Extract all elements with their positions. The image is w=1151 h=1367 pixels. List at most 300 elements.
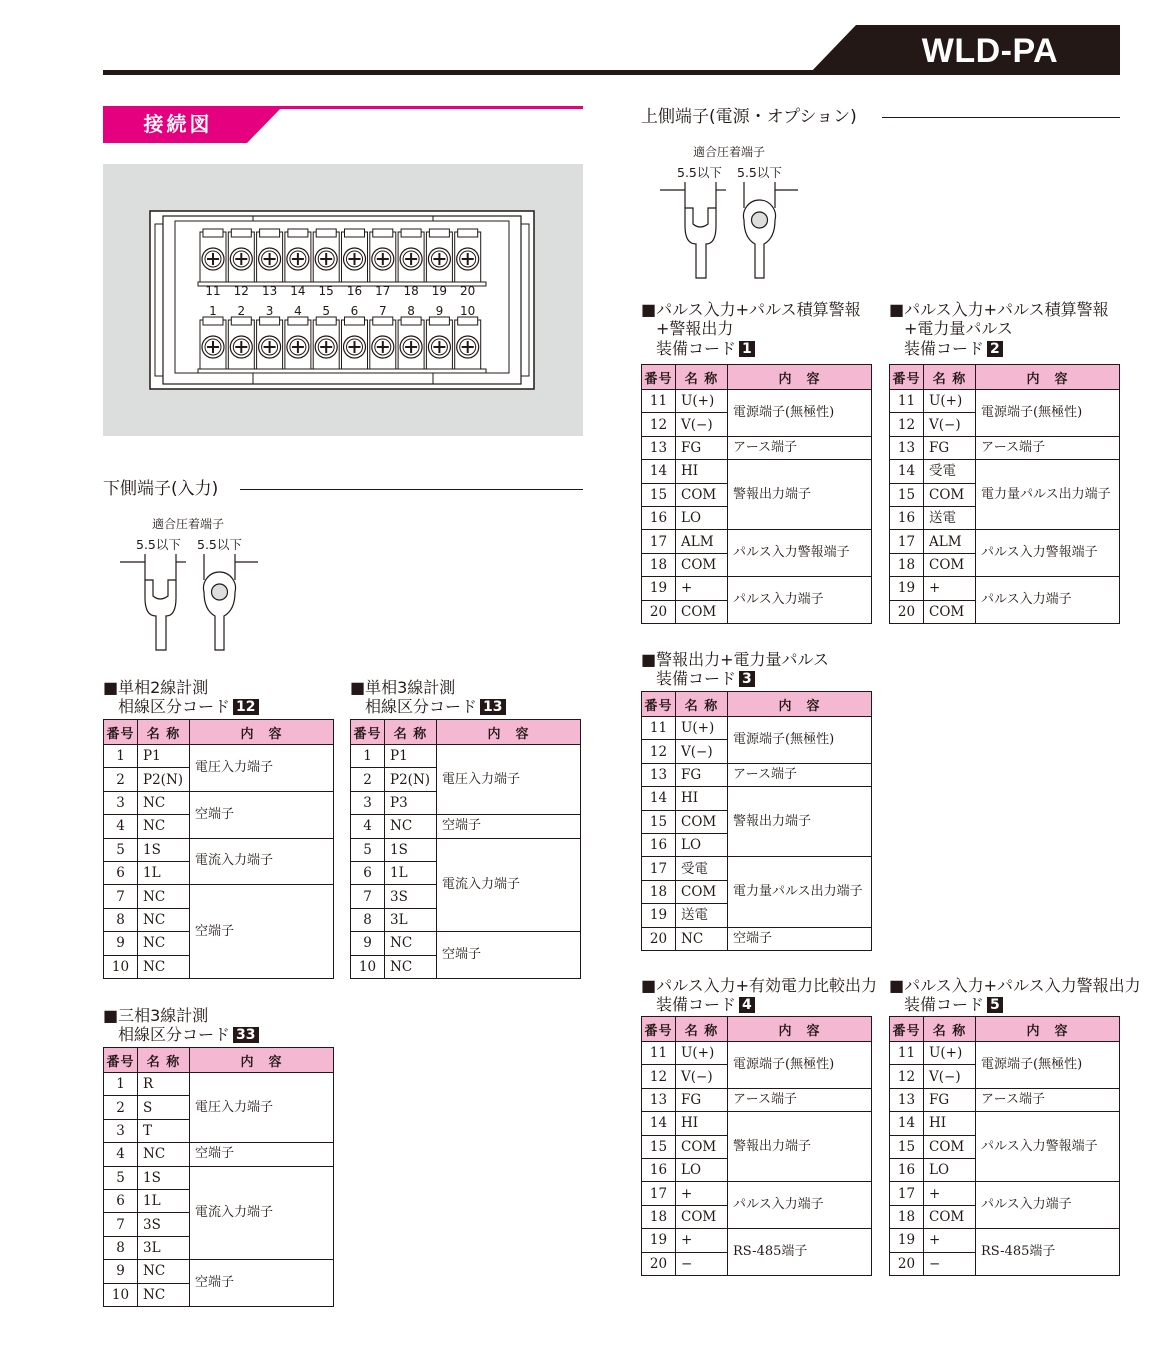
table-13-code-label: 相線区分コード [365, 697, 478, 716]
terminal-name: 3S [138, 1213, 190, 1236]
lower-dim-right: 5.5以下 [197, 537, 242, 552]
terminal-name: V(−) [676, 413, 728, 436]
option-2-title-line1: ■パルス入力+パルス積算警報 [889, 300, 1109, 319]
col-header-content: 内 容 [437, 720, 581, 745]
terminal-name: COM [924, 483, 976, 506]
option-5-title-line2 [904, 995, 1003, 1015]
terminal-number: 6 [104, 1189, 138, 1212]
col-header-number: 番号 [890, 1017, 924, 1042]
option-code-1-table [641, 364, 872, 624]
terminal-number: 17 [642, 1182, 676, 1205]
terminal-number: 9 [104, 932, 138, 955]
terminal-description: 警報出力端子 [728, 787, 872, 857]
table-33-code-label: 相線区分コード [118, 1025, 231, 1044]
terminal-name: V(−) [676, 740, 728, 763]
table-header-row [642, 1017, 872, 1042]
table-row [890, 390, 1120, 413]
terminal-number: 3 [104, 791, 138, 814]
terminal-number-label: 1 [209, 304, 217, 318]
terminal-name: COM [676, 1205, 728, 1228]
col-header-content: 内 容 [976, 365, 1120, 390]
option-4-code-label: 装備コード [656, 995, 737, 1014]
terminal-name: NC [138, 932, 190, 955]
terminal-number: 17 [642, 857, 676, 880]
terminal-screw [285, 229, 311, 282]
terminal-name: COM [676, 553, 728, 576]
terminal-number-label: 20 [460, 284, 476, 298]
terminal-name: HI [676, 787, 728, 810]
terminal-number: 14 [890, 460, 924, 483]
terminal-number: 3 [351, 791, 385, 814]
terminal-name: + [924, 577, 976, 600]
table-row [104, 1073, 334, 1096]
option-4-code-badge: 4 [739, 997, 755, 1013]
table-header-row [890, 365, 1120, 390]
terminal-description: 電流入力端子 [437, 838, 581, 932]
terminal-name: + [924, 1229, 976, 1252]
col-header-number: 番号 [351, 720, 385, 745]
terminal-description: アース端子 [728, 1088, 872, 1111]
upper-crimp-terminals-drawing [658, 178, 808, 288]
table-12-code-badge: 12 [233, 699, 258, 715]
terminal-description: アース端子 [728, 436, 872, 459]
table-header-row [642, 692, 872, 717]
table-header-row [104, 1048, 334, 1073]
terminal-name: COM [924, 600, 976, 623]
terminal-number-label: 10 [460, 304, 476, 318]
table-row [642, 436, 872, 459]
terminal-description: パルス入力端子 [976, 1182, 1120, 1229]
table-header-row [890, 1017, 1120, 1042]
model-title: WLD-PA [921, 32, 1059, 70]
table-row [642, 460, 872, 483]
col-header-content: 内 容 [190, 720, 334, 745]
table-row [890, 530, 1120, 553]
terminal-name: 受電 [924, 460, 976, 483]
terminal-number: 15 [890, 483, 924, 506]
terminal-name: NC [138, 791, 190, 814]
col-header-name: 名 称 [676, 365, 728, 390]
option-5-title-line1: ■パルス入力+パルス入力警報出力 [889, 976, 1141, 995]
terminal-name: U(+) [676, 1042, 728, 1065]
terminal-name: P2(N) [385, 768, 437, 791]
lower-heading-rule [240, 489, 583, 490]
terminal-number: 5 [104, 838, 138, 861]
terminal-description: パルス入力警報端子 [976, 1112, 1120, 1182]
terminal-number: 16 [642, 833, 676, 856]
phase-code-13-table [350, 719, 581, 979]
terminal-number-label: 19 [431, 284, 448, 298]
terminal-screw [342, 229, 368, 282]
terminal-description: 空端子 [190, 1260, 334, 1307]
table-row [642, 717, 872, 740]
option-2-title-line2: +電力量パルス [904, 319, 1013, 338]
col-header-name: 名 称 [924, 365, 976, 390]
terminal-name: P2(N) [138, 768, 190, 791]
col-header-name: 名 称 [385, 720, 437, 745]
col-header-name: 名 称 [676, 692, 728, 717]
table-row [890, 1088, 1120, 1111]
terminal-description: アース端子 [976, 1088, 1120, 1111]
terminal-name: 1L [385, 861, 437, 884]
terminal-number: 1 [104, 745, 138, 768]
terminal-number: 11 [642, 390, 676, 413]
terminal-name: P3 [385, 791, 437, 814]
terminal-number: 1 [104, 1073, 138, 1096]
table-row [890, 1229, 1120, 1252]
terminal-description: パルス入力端子 [976, 577, 1120, 624]
terminal-number: 10 [104, 955, 138, 978]
col-header-name: 名 称 [676, 1017, 728, 1042]
terminal-number: 10 [351, 955, 385, 978]
terminal-number-label: 18 [403, 284, 419, 298]
terminal-number-label: 17 [375, 284, 391, 298]
table-row [104, 1143, 334, 1166]
col-header-content: 内 容 [728, 1017, 872, 1042]
terminal-number-label: 3 [265, 304, 274, 318]
terminal-number: 9 [104, 1260, 138, 1283]
terminal-screw [257, 317, 283, 370]
table-row [351, 745, 581, 768]
terminal-number: 14 [642, 787, 676, 810]
terminal-name: COM [676, 810, 728, 833]
terminal-name: NC [138, 908, 190, 931]
table-12-title-line1: ■単相2線計測 [103, 678, 209, 697]
terminal-name: − [676, 1252, 728, 1275]
option-2-title-line3 [904, 339, 1003, 359]
col-header-name: 名 称 [924, 1017, 976, 1042]
terminal-number-label: 2 [237, 304, 246, 318]
terminal-screw [228, 317, 254, 370]
table-row [890, 436, 1120, 459]
terminal-number-label: 5 [322, 304, 331, 318]
terminal-number: 19 [890, 577, 924, 600]
lower-dim-left: 5.5以下 [136, 537, 181, 552]
terminal-description: 空端子 [190, 1143, 334, 1166]
terminal-number: 9 [351, 932, 385, 955]
col-header-number: 番号 [642, 1017, 676, 1042]
terminal-description: アース端子 [728, 763, 872, 786]
terminal-number: 12 [642, 413, 676, 436]
terminal-number: 13 [890, 436, 924, 459]
terminal-name: 3L [138, 1236, 190, 1259]
table-row [642, 530, 872, 553]
option-3-title-line1: ■警報出力+電力量パルス [641, 650, 830, 669]
terminal-number: 16 [642, 1158, 676, 1181]
terminal-name: 1S [138, 1166, 190, 1189]
terminal-name: + [924, 1182, 976, 1205]
terminal-description: 電源端子(無極性) [728, 390, 872, 437]
lower-crimp-caption: 適合圧着端子 [152, 517, 225, 531]
terminal-number: 7 [351, 885, 385, 908]
terminal-screw [285, 317, 311, 370]
terminal-number: 8 [104, 1236, 138, 1259]
terminal-number: 10 [104, 1283, 138, 1306]
col-header-content: 内 容 [190, 1048, 334, 1073]
table-row [104, 791, 334, 814]
terminal-name: COM [676, 1135, 728, 1158]
terminal-description: 電圧入力端子 [437, 745, 581, 815]
terminal-name: FG [676, 1088, 728, 1111]
terminal-number: 12 [642, 740, 676, 763]
terminal-name: COM [676, 483, 728, 506]
terminal-name: U(+) [924, 390, 976, 413]
col-header-number: 番号 [642, 365, 676, 390]
terminal-name: NC [138, 955, 190, 978]
terminal-screw [200, 317, 226, 370]
table-33-title-line2 [118, 1025, 259, 1045]
terminal-number: 20 [642, 600, 676, 623]
terminal-description: 空端子 [437, 932, 581, 979]
terminal-name: − [924, 1252, 976, 1275]
option-3-code-label: 装備コード [656, 669, 737, 688]
terminal-number-label: 14 [290, 284, 306, 298]
terminal-name: V(−) [924, 413, 976, 436]
option-1-code-label: 装備コード [656, 339, 737, 358]
terminal-number: 15 [642, 483, 676, 506]
terminal-screw [228, 229, 254, 282]
table-row [104, 1166, 334, 1189]
terminal-number-label: 4 [294, 304, 302, 318]
upper-dim-left: 5.5以下 [677, 165, 722, 180]
table-33-title-line1: ■三相3線計測 [103, 1006, 209, 1025]
terminal-name: 受電 [676, 857, 728, 880]
col-header-content: 内 容 [728, 365, 872, 390]
terminal-name: NC [138, 815, 190, 838]
terminal-number: 15 [642, 810, 676, 833]
table-row [351, 838, 581, 861]
terminal-number: 8 [104, 908, 138, 931]
col-header-number: 番号 [642, 692, 676, 717]
terminal-number: 12 [890, 413, 924, 436]
terminal-screw [313, 317, 339, 370]
terminal-number: 7 [104, 1213, 138, 1236]
terminal-number-label: 8 [407, 304, 415, 318]
table-row [642, 577, 872, 600]
terminal-number: 14 [642, 460, 676, 483]
option-1-title-line3 [656, 339, 755, 359]
terminal-number: 17 [890, 530, 924, 553]
table-row [890, 577, 1120, 600]
terminal-name: R [138, 1073, 190, 1096]
terminal-number-label: 7 [378, 304, 387, 318]
terminal-name: FG [924, 436, 976, 459]
table-row [642, 857, 872, 880]
terminal-name: U(+) [924, 1042, 976, 1065]
terminal-number: 2 [104, 1096, 138, 1119]
table-row [104, 838, 334, 861]
terminal-number-label: 6 [350, 304, 359, 318]
terminal-number: 6 [104, 861, 138, 884]
terminal-name: + [676, 1182, 728, 1205]
option-2-code-badge: 2 [987, 341, 1003, 357]
terminal-number-label: 13 [261, 284, 278, 298]
terminal-description: 電源端子(無極性) [976, 1042, 1120, 1089]
table-row [890, 1182, 1120, 1205]
terminal-number: 13 [642, 763, 676, 786]
table-row [642, 1042, 872, 1065]
terminal-name: NC [138, 1260, 190, 1283]
terminal-name: NC [138, 1283, 190, 1306]
terminal-number: 4 [104, 815, 138, 838]
table-row [642, 390, 872, 413]
terminal-name: LO [676, 833, 728, 856]
option-code-5-table [889, 1016, 1120, 1276]
terminal-description: 電流入力端子 [190, 838, 334, 885]
table-33-code-badge: 33 [233, 1027, 258, 1043]
terminal-name: NC [385, 815, 437, 838]
table-row [642, 1112, 872, 1135]
terminal-name: HI [676, 1112, 728, 1135]
table-row [642, 1088, 872, 1111]
terminal-description: パルス入力警報端子 [976, 530, 1120, 577]
terminal-name: HI [924, 1112, 976, 1135]
terminal-name: LO [676, 1158, 728, 1181]
terminal-name: U(+) [676, 390, 728, 413]
option-4-title-line2 [656, 995, 755, 1015]
terminal-name: T [138, 1119, 190, 1142]
terminal-name: 1L [138, 861, 190, 884]
terminal-name: V(−) [924, 1065, 976, 1088]
terminal-screw [257, 229, 283, 282]
terminal-name: ALM [924, 530, 976, 553]
terminal-diagram [103, 164, 583, 436]
table-header-row [642, 365, 872, 390]
terminal-number: 19 [890, 1229, 924, 1252]
terminal-name: COM [924, 1135, 976, 1158]
option-3-title-line2 [656, 669, 755, 689]
terminal-number: 15 [890, 1135, 924, 1158]
option-3-code-badge: 3 [739, 671, 755, 687]
terminal-number: 19 [642, 904, 676, 927]
option-5-code-badge: 5 [987, 997, 1003, 1013]
terminal-name: COM [924, 1205, 976, 1228]
terminal-name: HI [676, 460, 728, 483]
terminal-screw [455, 317, 481, 370]
terminal-screw [200, 229, 226, 282]
terminal-number: 20 [890, 1252, 924, 1275]
terminal-description: アース端子 [976, 436, 1120, 459]
terminal-name: 送電 [924, 506, 976, 529]
terminal-number: 18 [890, 553, 924, 576]
terminal-name: + [676, 1229, 728, 1252]
table-13-code-badge: 13 [480, 699, 505, 715]
terminal-name: 1L [138, 1189, 190, 1212]
col-header-number: 番号 [104, 1048, 138, 1073]
terminal-name: 送電 [676, 904, 728, 927]
terminal-name: NC [385, 932, 437, 955]
terminal-number: 4 [351, 815, 385, 838]
terminal-number: 16 [890, 1158, 924, 1181]
terminal-screw [455, 229, 481, 282]
terminal-description: パルス入力端子 [728, 577, 872, 624]
terminal-name: COM [924, 553, 976, 576]
table-13-title-line2 [365, 697, 506, 717]
terminal-name: NC [385, 955, 437, 978]
terminal-number-label: 15 [318, 284, 334, 298]
terminal-number: 13 [642, 1088, 676, 1111]
terminal-screw [426, 317, 452, 370]
lower-terminal-heading: 下側端子(入力) [103, 479, 219, 499]
terminal-number: 20 [890, 600, 924, 623]
terminal-name: 3L [385, 908, 437, 931]
terminal-name: S [138, 1096, 190, 1119]
terminal-name: FG [924, 1088, 976, 1111]
terminal-number: 18 [642, 553, 676, 576]
table-row [642, 1182, 872, 1205]
upper-heading-rule [882, 117, 1120, 118]
table-row [642, 787, 872, 810]
col-header-name: 名 称 [138, 1048, 190, 1073]
terminal-number-label: 16 [346, 284, 363, 298]
terminal-name: 3S [385, 885, 437, 908]
terminal-name: NC [138, 885, 190, 908]
option-1-title-line2: +警報出力 [656, 319, 734, 338]
terminal-number: 13 [890, 1088, 924, 1111]
phase-code-12-table [103, 719, 334, 979]
terminal-description: 電力量パルス出力端子 [728, 857, 872, 927]
option-1-code-badge: 1 [739, 341, 755, 357]
terminal-name: LO [676, 506, 728, 529]
terminal-number: 11 [890, 1042, 924, 1065]
option-code-3-table [641, 691, 872, 951]
terminal-name: NC [138, 1143, 190, 1166]
terminal-number: 2 [351, 768, 385, 791]
terminal-number: 7 [104, 885, 138, 908]
terminal-block-drawing [103, 164, 583, 436]
terminal-description: 警報出力端子 [728, 1112, 872, 1182]
terminal-screw [398, 317, 424, 370]
terminal-screw [342, 317, 368, 370]
terminal-number: 15 [642, 1135, 676, 1158]
section-title: 接続図 [143, 112, 213, 136]
terminal-number: 3 [104, 1119, 138, 1142]
table-row [351, 815, 581, 838]
terminal-number: 16 [642, 506, 676, 529]
terminal-description: 警報出力端子 [728, 460, 872, 530]
table-header-row [104, 720, 334, 745]
terminal-number: 14 [642, 1112, 676, 1135]
terminal-screw [426, 229, 452, 282]
terminal-name: P1 [138, 745, 190, 768]
option-1-title-line1: ■パルス入力+パルス積算警報 [641, 300, 861, 319]
table-row [890, 1042, 1120, 1065]
terminal-description: 空端子 [190, 885, 334, 979]
lower-crimp-terminals-drawing [118, 550, 268, 660]
terminal-number: 12 [890, 1065, 924, 1088]
terminal-number: 17 [642, 530, 676, 553]
terminal-description: RS-485端子 [728, 1229, 872, 1276]
terminal-number: 20 [642, 1252, 676, 1275]
table-13-title-line1: ■単相3線計測 [350, 678, 456, 697]
terminal-description: 電流入力端子 [190, 1166, 334, 1260]
terminal-number: 5 [104, 1166, 138, 1189]
terminal-description: 電源端子(無極性) [976, 390, 1120, 437]
terminal-name: U(+) [676, 717, 728, 740]
table-row [642, 1229, 872, 1252]
phase-code-33-table [103, 1047, 334, 1307]
terminal-description: 電圧入力端子 [190, 745, 334, 792]
table-row [104, 885, 334, 908]
terminal-number: 6 [351, 861, 385, 884]
terminal-number: 5 [351, 838, 385, 861]
terminal-number: 16 [890, 506, 924, 529]
col-header-number: 番号 [890, 365, 924, 390]
terminal-name: + [676, 577, 728, 600]
upper-dim-right: 5.5以下 [737, 165, 782, 180]
terminal-description: パルス入力警報端子 [728, 530, 872, 577]
terminal-number: 19 [642, 1229, 676, 1252]
